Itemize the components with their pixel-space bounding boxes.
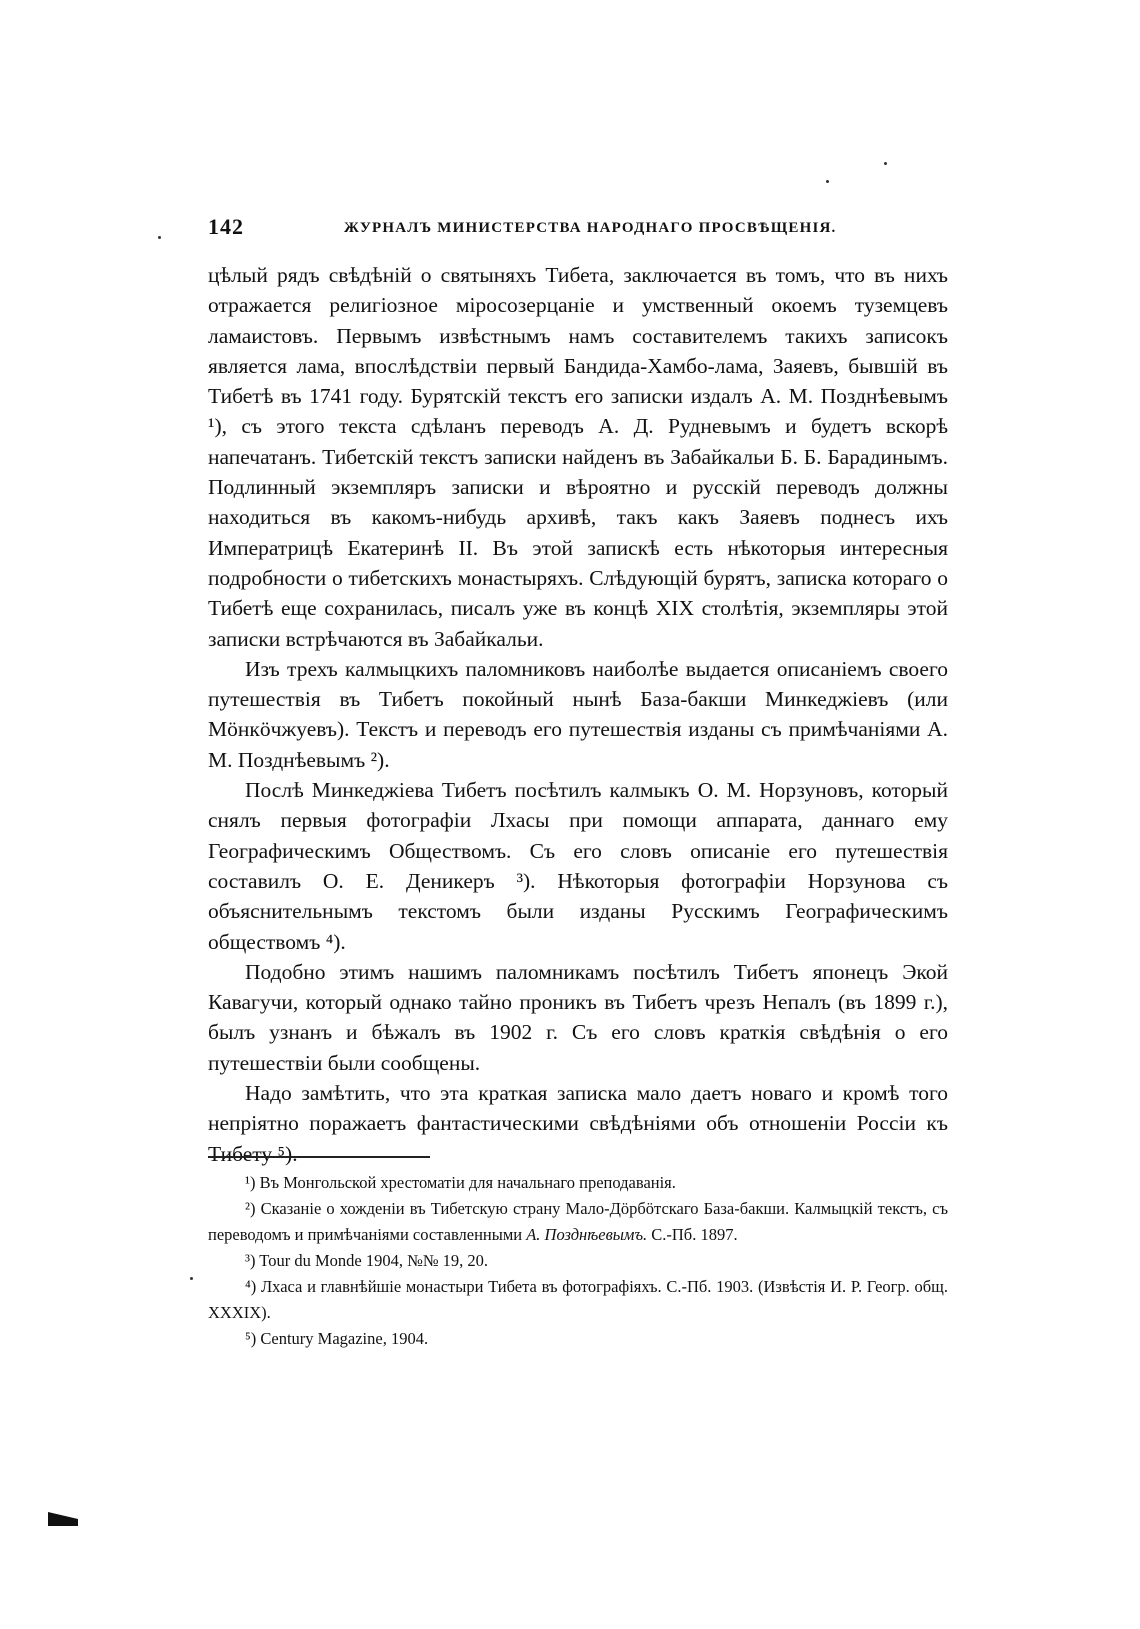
paragraph-4: Подобно этимъ нашимъ паломникамъ посѣтилъ Тибетъ японецъ Экой Кавагучи, который однако тайно проникъ въ Тибетъ чрезъ Непалъ (въ 1899 г.), былъ узнанъ и бѣжалъ въ 1902 г. Съ его словъ краткія свѣдѣнія о его путешествіи были сообщены. [208,959,948,1075]
footnote-text: Сказаніе о хожденіи въ Тибетскую страну Мало-Дöрбöтскаго База-бакши. Калмыцкій текстъ, съ переводомъ и примѣчаніями составленными [208,1199,949,1244]
footnote-3 [208,1248,948,1274]
footnote-marker: ²) [245,1199,256,1218]
paragraph-3: Послѣ Минкеджіева Тибетъ посѣтилъ калмыкъ О. М. Норзуновъ, который снялъ первыя фотографіи Лхасы при помощи аппарата, даннаго ему Географическимъ Обществомъ. Съ его словъ описаніе его путешествія составилъ О. Е. Деникеръ ³). Нѣкоторыя фотографіи Норзунова съ объяснительнымъ текстомъ были изданы Русскимъ Географическимъ обществомъ ⁴). [208,778,948,954]
footnote-text: Century Magazine, 1904. [260,1329,429,1348]
page-number: 142 [208,214,244,239]
footnote-author: А. Позднѣевымъ. [526,1225,648,1244]
footnote-1 [208,1170,948,1196]
footnote-5 [208,1326,948,1352]
paragraph-2: Изъ трехъ калмыцкихъ паломниковъ наиболѣе выдается описаніемъ своего путешествія въ Тибетъ покойный нынѣ База-бакши Минкеджіевъ (или Мöнкöчжуевъ). Текстъ и переводъ его путешествія изданы съ примѣчаніями А. М. Позднѣевымъ ²). [208,656,948,772]
page-header [208,214,948,244]
footnote-2 [208,1196,948,1248]
scan-speck [884,162,887,165]
running-head: ЖУРНАЛЪ МИНИСТЕРСТВА НАРОДНАГО ПРОСВѢЩЕНІЯ. [344,220,837,236]
footnote-text: Въ Монгольской хрестоматіи для начальнаго преподаванія. [259,1173,676,1192]
scan-speck [190,1277,193,1280]
scan-speck [826,180,829,183]
footnote-marker: ⁵) [245,1329,257,1348]
footnote-text: Лхаса и главнѣйшіе монастыри Тибета въ фотографіяхъ. С.-Пб. 1903. (Извѣстія И. Р. Геогр. общ. XXXIX). [208,1277,949,1322]
footnote-4 [208,1274,948,1326]
footnote-divider [208,1156,430,1158]
paragraph-5: Надо замѣтить, что эта краткая записка мало даетъ новаго и кромѣ того непріятно поражаетъ фантастическими свѣдѣніями объ отношеніи Россіи къ Тибету ⁵). [208,1081,948,1166]
paragraph-1: цѣлый рядъ свѣдѣній о святыняхъ Тибета, заключается въ томъ, что въ нихъ отражается религіозное міросозерцаніе и умственный окоемъ туземцевъ ламаистовъ. Первымъ извѣстнымъ намъ составителемъ такихъ записокъ является лама, впослѣдствіи первый Бандида-Хамбо-лама, Заяевъ, бывшій въ Тибетѣ въ 1741 году. Бурятскій текстъ его записки издалъ А. М. Позднѣевымъ ¹), съ этого текста сдѣланъ переводъ А. Д. Рудневымъ и будетъ вскорѣ напечатанъ. Тибетскій текстъ записки найденъ въ Забайкальи Б. Б. Барадинымъ. Подлинный экземпляръ записки и вѣроятно и русскій переводъ должны находиться въ какомъ-нибудь архивѣ, такъ какъ Заяевъ поднесъ ихъ Императрицѣ Екатеринѣ II. Въ этой запискѣ есть нѣкоторыя интересныя подробности о тибетскихъ монастыряхъ. Слѣдующій бурятъ, записка котораго о Тибетѣ еще сохранилась, писалъ уже въ концѣ XIX столѣтія, экземпляры этой записки встрѣчаются въ Забайкальи. [208,263,948,651]
footnote-imprint: С.-Пб. 1897. [651,1225,738,1244]
footnotes [208,1170,948,1352]
scan-corner-mark [48,1512,78,1526]
footnote-marker: ³) [245,1251,256,1270]
footnote-marker: ⁴) [245,1277,257,1296]
scan-speck [158,236,161,239]
footnote-marker: ¹) [245,1173,256,1192]
body-text [208,260,948,1169]
footnote-text: Tour du Monde 1904, №№ 19, 20. [259,1251,489,1270]
